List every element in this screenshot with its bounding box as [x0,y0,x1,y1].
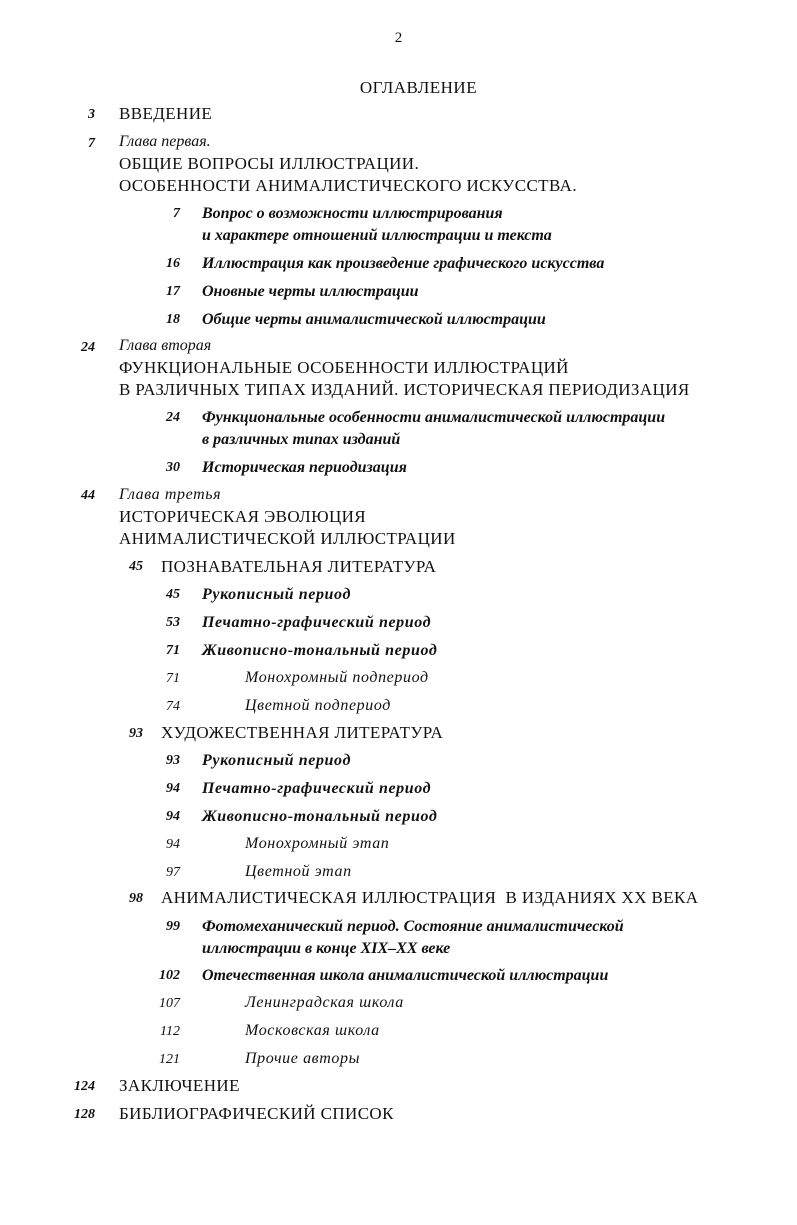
subsection-page: 74 [166,699,180,714]
section-title: Фотомеханический период. Состояние анималистической [202,918,624,935]
subsection-title: Монохромный этап [245,835,390,852]
section-page: 18 [166,312,180,327]
chapter2-title-line1: ФУНКЦИОНАЛЬНЫЕ ОСОБЕННОСТИ ИЛЛЮСТРАЦИЙ [119,358,569,377]
chapter2-heading: Глава вторая [119,337,212,354]
section-page: 24 [166,410,180,425]
subsection-title: Ленинградская школа [245,994,404,1011]
section-page: 45 [166,587,180,602]
toc-title: ОГЛАВЛЕНИЕ [359,78,478,97]
subsection-title: Цветной подпериод [245,697,391,714]
section-title-cont: иллюстрации в конце XIX–XX веке [202,940,451,957]
subsection-page: 112 [160,1024,180,1039]
subsection-page: 71 [166,671,180,686]
chapter1-page: 7 [88,136,95,151]
subsection-page: 97 [166,865,180,880]
section-page: 30 [166,460,180,475]
section-title: Рукописный период [202,752,351,769]
toc-entry-conclusion: ЗАКЛЮЧЕНИЕ [119,1076,240,1095]
chapter1-title-line2: ОСОБЕННОСТИ АНИМАЛИСТИЧЕСКОГО ИСКУССТВА. [119,176,577,195]
part-title: ХУДОЖЕСТВЕННАЯ ЛИТЕРАТУРА [161,723,444,742]
section-page: 94 [166,809,180,824]
subsection-page: 121 [159,1052,180,1067]
part-title: АНИМАЛИСТИЧЕСКАЯ ИЛЛЮСТРАЦИЯ В ИЗДАНИЯХ XX ВЕКА [161,888,699,907]
subsection-title: Цветной этап [245,863,352,880]
chapter3-page: 44 [81,488,95,503]
chapter1-title-line1: ОБЩИЕ ВОПРОСЫ ИЛЛЮСТРАЦИИ. [119,154,420,173]
toc-entry-bibliography: БИБЛИОГРАФИЧЕСКИЙ СПИСОК [119,1104,394,1123]
subsection-title: Прочие авторы [245,1050,361,1067]
chapter3-title-line2: АНИМАЛИСТИЧЕСКОЙ ИЛЛЮСТРАЦИИ [119,529,456,548]
part-page: 98 [129,891,143,906]
subsection-page: 94 [166,837,180,852]
chapter1-heading: Глава первая. [119,133,211,150]
section-page: 99 [166,919,180,934]
section-title: Рукописный период [202,586,351,603]
subsection-title: Московская школа [245,1022,380,1039]
section-page: 53 [166,615,180,630]
section-page: 7 [173,206,180,221]
section-title: Отечественная школа анималистической иллюстрации [202,967,609,984]
section-page: 71 [166,643,180,658]
chapter3-title-line1: ИСТОРИЧЕСКАЯ ЭВОЛЮЦИЯ [119,507,367,526]
section-title: Печатно-графический период [202,614,432,631]
section-page: 93 [166,753,180,768]
toc-entry-intro: ВВЕДЕНИЕ [119,104,213,123]
part-page: 45 [129,559,143,574]
page-number: 2 [394,30,403,46]
subsection-page: 107 [159,996,180,1011]
intro-page: 3 [88,107,95,122]
part-page: 93 [129,726,143,741]
section-title: Печатно-графический период [202,780,432,797]
section-title: Общие черты анималистической иллюстрации [202,311,546,328]
subsection-title: Монохромный подпериод [245,669,429,686]
part-title: ПОЗНАВАТЕЛЬНАЯ ЛИТЕРАТУРА [161,557,437,576]
bibliography-page: 128 [74,1107,95,1122]
section-title: Живописно-тональный период [202,808,438,825]
section-page: 16 [166,256,180,271]
section-title: Вопрос о возможности иллюстрирования [202,205,503,222]
chapter2-title-line2: В РАЗЛИЧНЫХ ТИПАХ ИЗДАНИЙ. ИСТОРИЧЕСКАЯ ПЕРИОДИЗАЦИЯ [119,380,690,399]
section-page: 94 [166,781,180,796]
section-page: 102 [159,968,180,983]
chapter3-heading: Глава третья [119,486,222,503]
section-title: Историческая периодизация [202,459,407,476]
section-title-cont: и характере отношений иллюстрации и текста [202,227,552,244]
section-title-cont: в различных типах изданий [202,431,401,448]
conclusion-page: 124 [74,1079,95,1094]
section-title: Функциональные особенности анималистической иллюстрации [202,409,666,426]
chapter2-page: 24 [81,340,95,355]
section-title: Иллюстрация как произведение графического искусства [202,255,605,272]
section-title: Оновные черты иллюстрации [202,283,419,300]
section-title: Живописно-тональный период [202,642,438,659]
section-page: 17 [166,284,180,299]
